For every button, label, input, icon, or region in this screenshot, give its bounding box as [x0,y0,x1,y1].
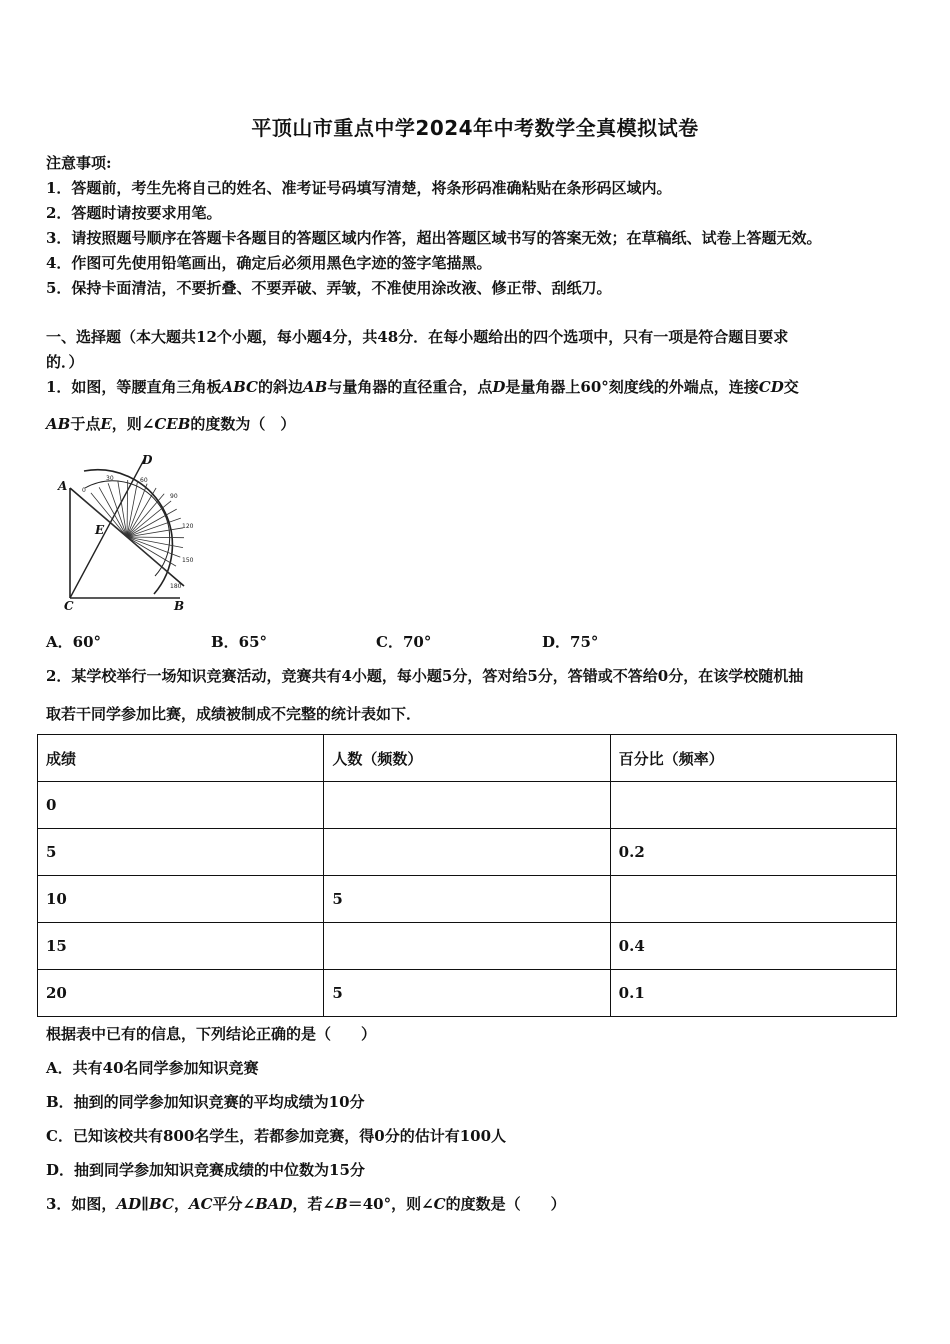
choice-c[interactable]: C．70° [376,633,432,651]
protractor-ray [127,480,128,537]
table-header: 百分比（频率） [610,735,896,782]
table-cell: 5 [324,970,610,1017]
notice-item: 3．请按照题号顺序在答题卡各题目的答题区域内作答，超出答题区域书写的答案无效；在草稿纸、试卷上答题无效。 [46,229,822,247]
option-c[interactable]: C．已知该校共有800名学生，若都参加竞赛，得0分的估计有100人 [46,1127,507,1145]
page-title: 平顶山市重点中学2024年中考数学全真模拟试卷 [251,116,699,140]
question-2-text-cont: 取若干同学参加比赛，成绩被制成不完整的统计表如下． [46,705,422,723]
score-table [37,734,897,1017]
section-heading-cont: 的．） [46,353,84,371]
protractor-ray [127,537,170,574]
table-cell [610,782,896,829]
section-heading: 一、选择题（本大题共12个小题，每小题4分，共48分．在每小题给出的四个选项中，只有一项是符合题目要求 [46,328,789,346]
tick-label: 120 [182,523,194,530]
table-cell: 20 [38,970,324,1017]
tick-label: 150 [182,557,194,564]
tick-label: 30 [106,475,114,482]
notice-item: 1．答题前，考生先将自己的姓名、准考证号码填写清楚，将条形码准确粘贴在条形码区域内。 [46,179,672,197]
table-header: 成绩 [38,735,324,782]
protractor-figure [52,448,222,616]
tick-label: 60 [140,477,148,484]
choice-b[interactable]: B．65° [211,633,268,651]
question-3-text: 3．如图，AD∥BC，AC平分∠BAD，若∠B＝40°，则∠C的度数是（ ） [46,1195,566,1213]
table-cell: 5 [324,876,610,923]
tick-label: 90 [170,493,178,500]
table-cell: 0.2 [610,829,896,876]
table-row [38,923,897,970]
point-label-a: A [58,479,68,493]
table-header-row [38,735,897,782]
table-row [38,876,897,923]
notice-heading: 注意事项: [46,154,112,172]
tick-label: 0 [82,487,86,494]
table-cell: 0 [38,782,324,829]
point-label-b: B [174,599,185,613]
table-cell [610,876,896,923]
point-label-e: E [95,523,105,537]
protractor-ray [127,537,184,538]
table-cell [324,782,610,829]
choice-d[interactable]: D．75° [542,633,599,651]
notice-item: 4．作图可先使用铅笔画出，确定后必须用黑色字迹的签字笔描黑。 [46,254,492,272]
table-cell: 15 [38,923,324,970]
option-a[interactable]: A．共有40名同学参加知识竞赛 [46,1059,259,1077]
question-1-text: 1．如图，等腰直角三角板ABC的斜边AB与量角器的直径重合，点D是量角器上60°刻度线的外端点，连接CD交 [46,378,799,396]
point-label-d: D [142,453,153,467]
table-cell: 10 [38,876,324,923]
tick-label: 180 [170,583,182,590]
point-label-c: C [64,599,74,613]
option-d[interactable]: D．抽到同学参加知识竞赛成绩的中位数为15分 [46,1161,365,1179]
table-cell: 0.4 [610,923,896,970]
table-row [38,782,897,829]
table-cell [324,829,610,876]
question-1-text-cont: AB于点E，则∠CEB的度数为（ ） [46,415,296,433]
table-cell: 0.1 [610,970,896,1017]
notice-item: 2．答题时请按要求用笔。 [46,204,222,222]
question-2-text: 2．某学校举行一场知识竞赛活动，竞赛共有4小题，每小题5分，答对给5分，答错或不答给0分，在该学校随机抽 [46,667,804,685]
choice-a[interactable]: A．60° [46,633,102,651]
option-b[interactable]: B．抽到的同学参加知识竞赛的平均成绩为10分 [46,1093,365,1111]
table-cell: 5 [38,829,324,876]
table-row [38,829,897,876]
table-header: 人数（频数） [324,735,610,782]
table-cell [324,923,610,970]
question-2-prompt: 根据表中已有的信息，下列结论正确的是（ ） [46,1025,377,1043]
notice-item: 5．保持卡面清洁，不要折叠、不要弄破、弄皱，不准使用涂改液、修正带、刮纸刀。 [46,279,612,297]
table-row [38,970,897,1017]
